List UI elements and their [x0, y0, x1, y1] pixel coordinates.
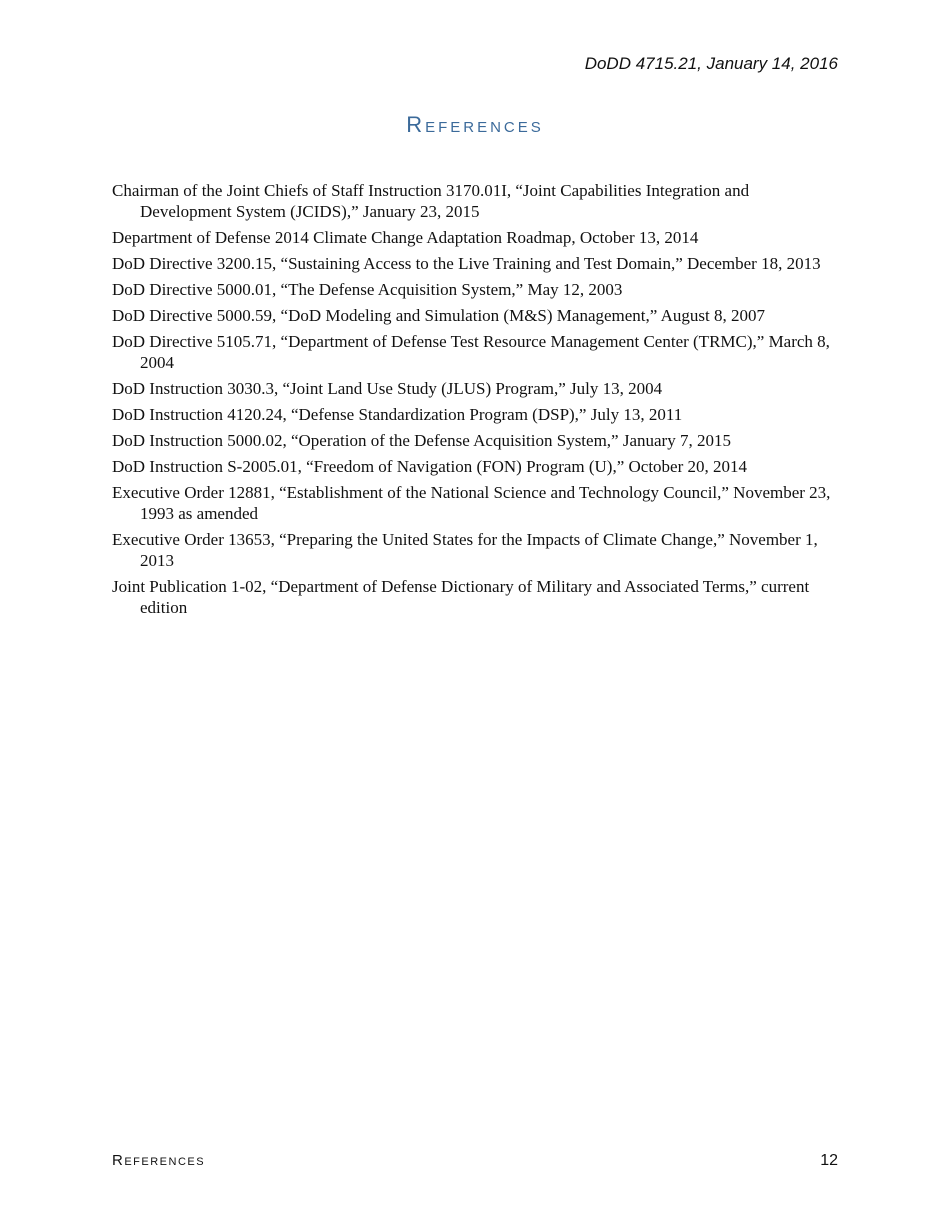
reference-item: DoD Instruction 5000.02, “Operation of the Defense Acquisition System,” January 7, 2015 — [112, 431, 731, 450]
reference-item: DoD Directive 3200.15, “Sustaining Access to the Live Training and Test Domain,” December 18, 2013 — [112, 254, 821, 273]
reference-item: DoD Directive 5000.01, “The Defense Acquisition System,” May 12, 2003 — [112, 280, 623, 299]
reference-list — [112, 180, 840, 623]
reference-item: Executive Order 13653, “Preparing the United States for the Impacts of Climate Change,” November 1, 2013 — [112, 530, 818, 570]
reference-item: DoD Instruction 4120.24, “Defense Standardization Program (DSP),” July 13, 2011 — [112, 405, 683, 424]
reference-item: Department of Defense 2014 Climate Change Adaptation Roadmap, October 13, 2014 — [112, 228, 699, 247]
reference-item: Chairman of the Joint Chiefs of Staff Instruction 3170.01I, “Joint Capabilities Integration and Development System (JCIDS),” January 23, 2015 — [112, 181, 750, 221]
reference-item: Joint Publication 1-02, “Department of Defense Dictionary of Military and Associated Terms,” current edition — [112, 577, 810, 617]
reference-item: DoD Directive 5105.71, “Department of Defense Test Resource Management Center (TRMC),” March 8, 2004 — [112, 332, 830, 372]
page-number: 12 — [820, 1152, 838, 1169]
reference-item: DoD Instruction 3030.3, “Joint Land Use Study (JLUS) Program,” July 13, 2004 — [112, 379, 663, 398]
reference-item: DoD Directive 5000.59, “DoD Modeling and Simulation (M&S) Management,” August 8, 2007 — [112, 306, 765, 325]
reference-item: DoD Instruction S-2005.01, “Freedom of Navigation (FON) Program (U),” October 20, 2014 — [112, 457, 748, 476]
reference-item: Executive Order 12881, “Establishment of the National Science and Technology Council,” November 23, 1993 as amended — [112, 483, 831, 523]
footer-section-label: References — [112, 1152, 206, 1169]
document-header: DoDD 4715.21, January 14, 2016 — [584, 54, 838, 73]
page-title: References — [406, 112, 544, 137]
